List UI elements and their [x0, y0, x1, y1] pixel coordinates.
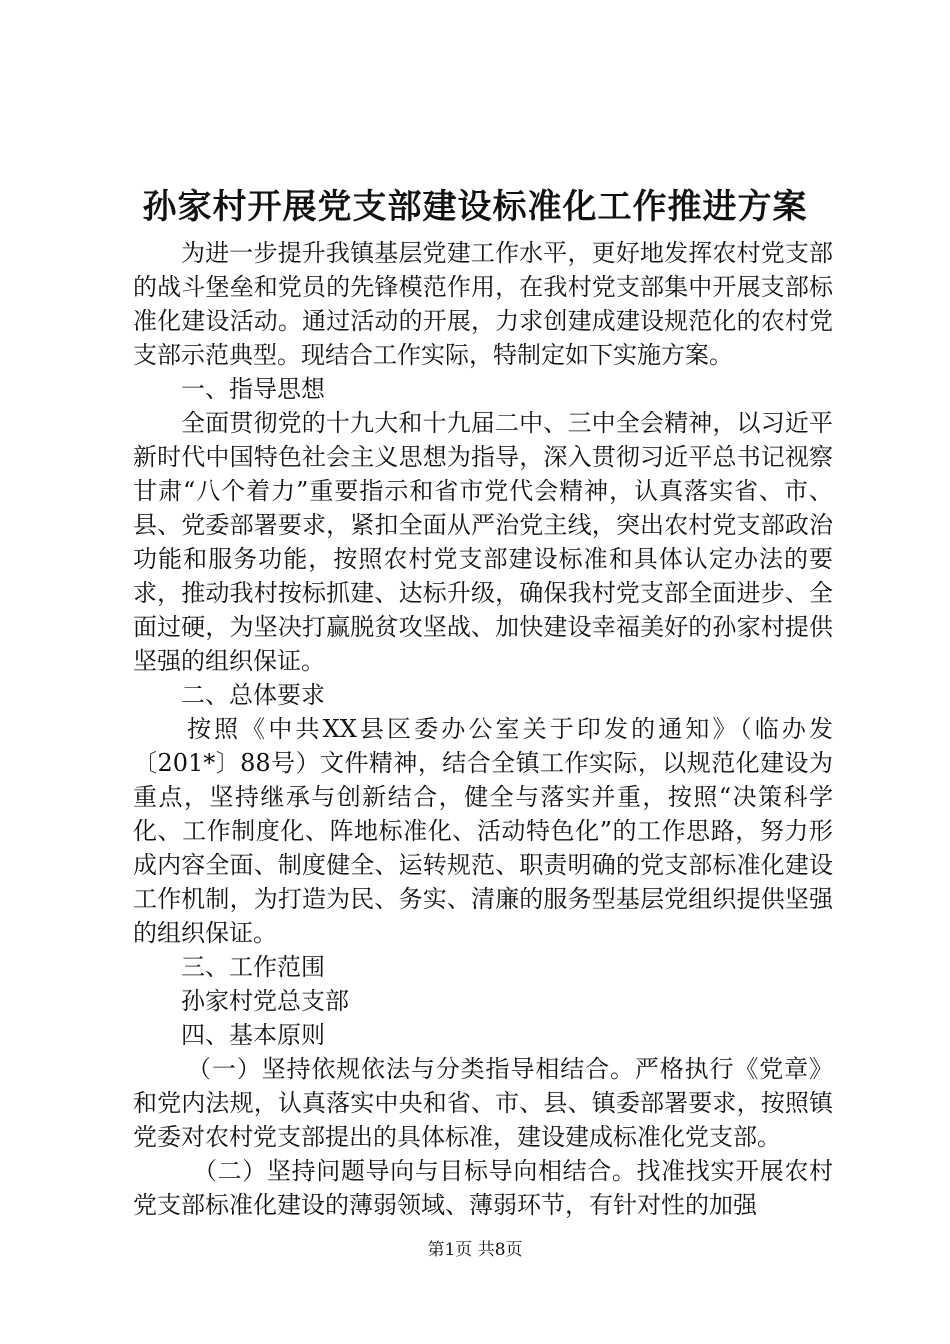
paragraph-principle-one: （一）坚持依规依法与分类指导相结合。严格执行《党章》和党内法规，认真落实中央和省、市、县、镇委部署要求，按照镇党委对农村党支部提出的具体标准，建设建成标准化党支部。 [133, 1055, 833, 1151]
paragraph-principle-two: （二）坚持问题导向与目标导向相结合。找准找实开展农村党支部标准化建设的薄弱领域、薄弱环节，有针对性的加强 [133, 1157, 833, 1219]
paragraph-intro: 为进一步提升我镇基层党建工作水平，更好地发挥农村党支部的战斗堡垒和党员的先锋模范作用，在我村党支部集中开展支部标准化建设活动。通过活动的开展，力求创建成建设规范化的农村党支部示范典型。现结合工作实际，特制定如下实施方案。 [133, 239, 833, 369]
paragraph-work-scope: 孙家村党总支部 [181, 987, 349, 1015]
document-title: 孙家村开展党支部建设标准化工作推进方案 [142, 187, 808, 227]
paragraph-general-requirements: 按照《中共XX县区委办公室关于印发的通知》（临办发〔201*〕88号）文件精神，结合全镇工作实际，以规范化建设为重点，坚持继承与创新结合，健全与落实并重，按照“决策科学化、工作制度化、阵地标准化、活动特色化”的工作思路，努力形成内容全面、制度健全、运转规范、职责明确的党支部标准化建设工作机制，为打造为民、务实、清廉的服务型基层党组织提供坚强的组织保证。 [133, 715, 833, 947]
document-body [133, 236, 833, 1222]
heading-general-requirements: 二、总体要求 [181, 681, 325, 709]
heading-work-scope: 三、工作范围 [181, 953, 325, 981]
page-number-footer: 第1页 共8页 [427, 1240, 523, 1260]
heading-basic-principles: 四、基本原则 [181, 1021, 325, 1049]
heading-guiding-ideology: 一、指导思想 [181, 375, 325, 403]
paragraph-guiding-ideology: 全面贯彻党的十九大和十九届二中、三中全会精神，以习近平新时代中国特色社会主义思想为指导，深入贯彻习近平总书记视察甘肃“八个着力”重要指示和省市党代会精神，认真落实省、市、县、党委部署要求，紧扣全面从严治党主线，突出农村党支部政治功能和服务功能，按照农村党支部建设标准和具体认定办法的要求，推动我村按标抓建、达标升级，确保我村党支部全面进步、全面过硬，为坚决打赢脱贫攻坚战、加快建设幸福美好的孙家村提供坚强的组织保证。 [133, 409, 833, 675]
